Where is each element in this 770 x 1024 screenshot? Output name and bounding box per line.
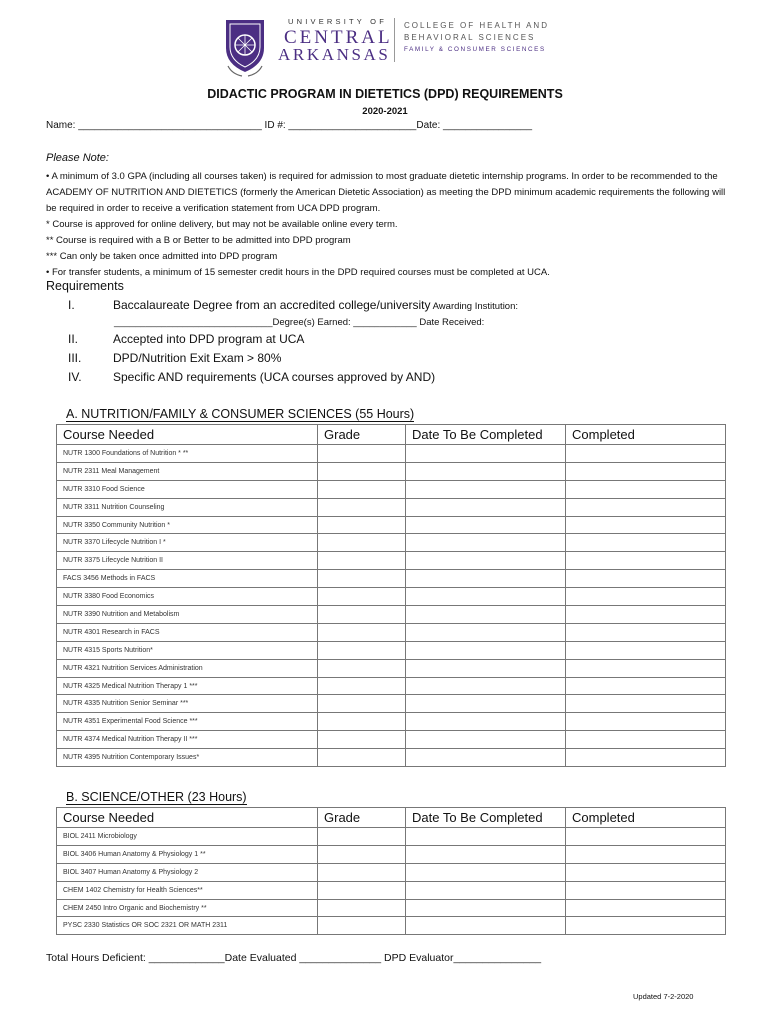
table-row <box>57 899 726 917</box>
table-row <box>57 516 726 534</box>
date-to-complete-cell[interactable] <box>406 606 566 624</box>
grade-cell[interactable] <box>318 731 406 749</box>
table-row <box>57 863 726 881</box>
completed-cell[interactable] <box>566 570 726 588</box>
table-row <box>57 731 726 749</box>
course-name-cell: BIOL 2411 Microbiology <box>57 828 318 846</box>
completed-cell[interactable] <box>566 899 726 917</box>
requirement-item: I. Baccalaureate Degree from an accredited college/university Awarding Institution: <box>68 298 519 312</box>
completed-cell[interactable] <box>566 695 726 713</box>
table-row <box>57 462 726 480</box>
column-header-course: Course Needed <box>57 808 318 828</box>
course-name-cell: NUTR 4315 Sports Nutrition* <box>57 641 318 659</box>
table-row <box>57 606 726 624</box>
grade-cell[interactable] <box>318 588 406 606</box>
completed-cell[interactable] <box>566 534 726 552</box>
date-to-complete-cell[interactable] <box>406 623 566 641</box>
course-name-cell: CHEM 1402 Chemistry for Health Sciences** <box>57 881 318 899</box>
course-name-cell: NUTR 4351 Experimental Food Science *** <box>57 713 318 731</box>
note-item: • A minimum of 3.0 GPA (including all courses taken) is required for admission to most graduate dietetic internship programs. In order to be recommended to the ACADEMY OF NUTRITION AND DIETETICS (formerly the American Dietetic Association) as meeting the DPD minimum academic requirements the following will be required in order to receive a verification statement from UCA DPD program. <box>46 171 726 214</box>
grade-cell[interactable] <box>318 749 406 767</box>
grade-cell[interactable] <box>318 462 406 480</box>
column-header-date: Date To Be Completed <box>406 425 566 445</box>
table-row <box>57 480 726 498</box>
course-name-cell: NUTR 3375 Lifecycle Nutrition II <box>57 552 318 570</box>
course-name-cell: NUTR 4301 Research in FACS <box>57 623 318 641</box>
column-header-course: Course Needed <box>57 425 318 445</box>
course-name-cell: NUTR 3380 Food Economics <box>57 588 318 606</box>
date-to-complete-cell[interactable] <box>406 845 566 863</box>
date-to-complete-cell[interactable] <box>406 552 566 570</box>
university-central-text: CENTRAL <box>284 27 393 48</box>
column-header-grade: Grade <box>318 808 406 828</box>
date-to-complete-cell[interactable] <box>406 899 566 917</box>
table-row <box>57 641 726 659</box>
date-to-complete-cell[interactable] <box>406 677 566 695</box>
note-item: * Course is approved for online delivery, but may not be available online every term. <box>46 219 398 230</box>
table-row <box>57 534 726 552</box>
completed-cell[interactable] <box>566 713 726 731</box>
completed-cell[interactable] <box>566 659 726 677</box>
table-row <box>57 445 726 463</box>
grade-cell[interactable] <box>318 695 406 713</box>
table-row <box>57 828 726 846</box>
date-to-complete-cell[interactable] <box>406 534 566 552</box>
university-arkansas-text: ARKANSAS <box>278 45 391 64</box>
note-item: • For transfer students, a minimum of 15 semester credit hours in the DPD required courses must be completed at UCA. <box>46 267 550 278</box>
requirements-heading: Requirements <box>46 279 124 293</box>
table-row <box>57 570 726 588</box>
date-to-complete-cell[interactable] <box>406 731 566 749</box>
university-seal-icon <box>222 14 268 78</box>
grade-cell[interactable] <box>318 881 406 899</box>
date-to-complete-cell[interactable] <box>406 749 566 767</box>
college-line-2: BEHAVIORAL SCIENCES <box>404 33 536 42</box>
completed-cell[interactable] <box>566 917 726 935</box>
table-header-row <box>57 425 726 445</box>
table-row <box>57 623 726 641</box>
table-header-row <box>57 808 726 828</box>
grade-cell[interactable] <box>318 480 406 498</box>
section-b-table <box>56 807 726 935</box>
date-to-complete-cell[interactable] <box>406 516 566 534</box>
grade-cell[interactable] <box>318 498 406 516</box>
date-to-complete-cell[interactable] <box>406 917 566 935</box>
grade-cell[interactable] <box>318 570 406 588</box>
document-year: 2020-2021 <box>362 106 408 117</box>
completed-cell[interactable] <box>566 828 726 846</box>
completed-cell[interactable] <box>566 462 726 480</box>
grade-cell[interactable] <box>318 677 406 695</box>
course-name-cell: NUTR 4395 Nutrition Contemporary Issues* <box>57 749 318 767</box>
course-name-cell: PYSC 2330 Statistics OR SOC 2321 OR MATH 2311 <box>57 917 318 935</box>
grade-cell[interactable] <box>318 623 406 641</box>
date-to-complete-cell[interactable] <box>406 641 566 659</box>
grade-cell[interactable] <box>318 445 406 463</box>
section-a-title: A. NUTRITION/FAMILY & CONSUMER SCIENCES (55 Hours) <box>66 407 415 421</box>
date-to-complete-cell[interactable] <box>406 445 566 463</box>
course-name-cell: NUTR 4335 Nutrition Senior Seminar *** <box>57 695 318 713</box>
table-row <box>57 881 726 899</box>
date-to-complete-cell[interactable] <box>406 881 566 899</box>
grade-cell[interactable] <box>318 659 406 677</box>
date-to-complete-cell[interactable] <box>406 462 566 480</box>
requirement-item: II. Accepted into DPD program at UCA <box>68 332 305 346</box>
completed-cell[interactable] <box>566 623 726 641</box>
completed-cell[interactable] <box>566 606 726 624</box>
requirement-item: III. DPD/Nutrition Exit Exam > 80% <box>68 351 282 365</box>
course-name-cell: NUTR 3350 Community Nutrition * <box>57 516 318 534</box>
table-row <box>57 749 726 767</box>
column-header-completed: Completed <box>566 425 726 445</box>
course-name-cell: NUTR 1300 Foundations of Nutrition * ** <box>57 445 318 463</box>
date-to-complete-cell[interactable] <box>406 713 566 731</box>
course-name-cell: NUTR 3311 Nutrition Counseling <box>57 498 318 516</box>
completed-cell[interactable] <box>566 552 726 570</box>
grade-cell[interactable] <box>318 713 406 731</box>
grade-cell[interactable] <box>318 863 406 881</box>
course-name-cell: BIOL 3406 Human Anatomy & Physiology 1 ** <box>57 845 318 863</box>
completed-cell[interactable] <box>566 749 726 767</box>
completed-cell[interactable] <box>566 881 726 899</box>
grade-cell[interactable] <box>318 917 406 935</box>
table-row <box>57 498 726 516</box>
table-row <box>57 845 726 863</box>
course-name-cell: NUTR 2311 Meal Management <box>57 462 318 480</box>
degree-earned-line[interactable]: ______________________________Degree(s) Earned: ____________ Date Received: <box>114 317 485 328</box>
document-title: DIDACTIC PROGRAM IN DIETETICS (DPD) REQUIREMENTS <box>207 87 563 101</box>
course-name-cell: FACS 3456 Methods in FACS <box>57 570 318 588</box>
date-to-complete-cell[interactable] <box>406 480 566 498</box>
updated-date: Updated 7-2-2020 <box>633 992 694 1001</box>
requirement-item: IV. Specific AND requirements (UCA courses approved by AND) <box>68 370 436 384</box>
table-row <box>57 917 726 935</box>
note-item: ** Course is required with a B or Better to be admitted into DPD program <box>46 235 351 246</box>
column-header-grade: Grade <box>318 425 406 445</box>
date-to-complete-cell[interactable] <box>406 570 566 588</box>
evaluation-line[interactable]: Total Hours Deficient: _____________Date Evaluated ______________ DPD Evaluator_______________ <box>46 952 542 964</box>
course-name-cell: CHEM 2450 Intro Organic and Biochemistry ** <box>57 899 318 917</box>
date-to-complete-cell[interactable] <box>406 498 566 516</box>
course-name-cell: BIOL 3407 Human Anatomy & Physiology 2 <box>57 863 318 881</box>
university-top-text: UNIVERSITY OF <box>288 17 387 26</box>
notes-list <box>46 169 728 281</box>
grade-cell[interactable] <box>318 899 406 917</box>
table-row <box>57 552 726 570</box>
date-to-complete-cell[interactable] <box>406 695 566 713</box>
completed-cell[interactable] <box>566 731 726 749</box>
section-a-table <box>56 424 726 767</box>
header-divider <box>394 18 395 62</box>
column-header-date: Date To Be Completed <box>406 808 566 828</box>
grade-cell[interactable] <box>318 606 406 624</box>
date-to-complete-cell[interactable] <box>406 659 566 677</box>
grade-cell[interactable] <box>318 828 406 846</box>
grade-cell[interactable] <box>318 641 406 659</box>
course-name-cell: NUTR 4325 Medical Nutrition Therapy 1 *** <box>57 677 318 695</box>
date-to-complete-cell[interactable] <box>406 588 566 606</box>
course-name-cell: NUTR 3390 Nutrition and Metabolism <box>57 606 318 624</box>
completed-cell[interactable] <box>566 498 726 516</box>
student-info-line[interactable]: Name: _________________________________ ID #: _______________________Date: ________________ <box>46 120 533 131</box>
table-row <box>57 588 726 606</box>
table-row <box>57 695 726 713</box>
completed-cell[interactable] <box>566 480 726 498</box>
section-b-title: B. SCIENCE/OTHER (23 Hours) <box>66 790 247 804</box>
column-header-completed: Completed <box>566 808 726 828</box>
grade-cell[interactable] <box>318 845 406 863</box>
completed-cell[interactable] <box>566 588 726 606</box>
completed-cell[interactable] <box>566 677 726 695</box>
completed-cell[interactable] <box>566 863 726 881</box>
grade-cell[interactable] <box>318 552 406 570</box>
course-name-cell: NUTR 4321 Nutrition Services Administration <box>57 659 318 677</box>
college-line-3: FAMILY & CONSUMER SCIENCES <box>404 46 546 53</box>
note-item: *** Can only be taken once admitted into DPD program <box>46 251 278 262</box>
date-to-complete-cell[interactable] <box>406 828 566 846</box>
course-name-cell: NUTR 3370 Lifecycle Nutrition I * <box>57 534 318 552</box>
grade-cell[interactable] <box>318 534 406 552</box>
table-row <box>57 659 726 677</box>
course-name-cell: NUTR 3310 Food Science <box>57 480 318 498</box>
grade-cell[interactable] <box>318 516 406 534</box>
note-heading: Please Note: <box>46 152 109 164</box>
completed-cell[interactable] <box>566 445 726 463</box>
date-to-complete-cell[interactable] <box>406 863 566 881</box>
college-line-1: COLLEGE OF HEALTH AND <box>404 21 549 30</box>
completed-cell[interactable] <box>566 516 726 534</box>
table-row <box>57 677 726 695</box>
completed-cell[interactable] <box>566 641 726 659</box>
completed-cell[interactable] <box>566 845 726 863</box>
course-name-cell: NUTR 4374 Medical Nutrition Therapy II *** <box>57 731 318 749</box>
table-row <box>57 713 726 731</box>
